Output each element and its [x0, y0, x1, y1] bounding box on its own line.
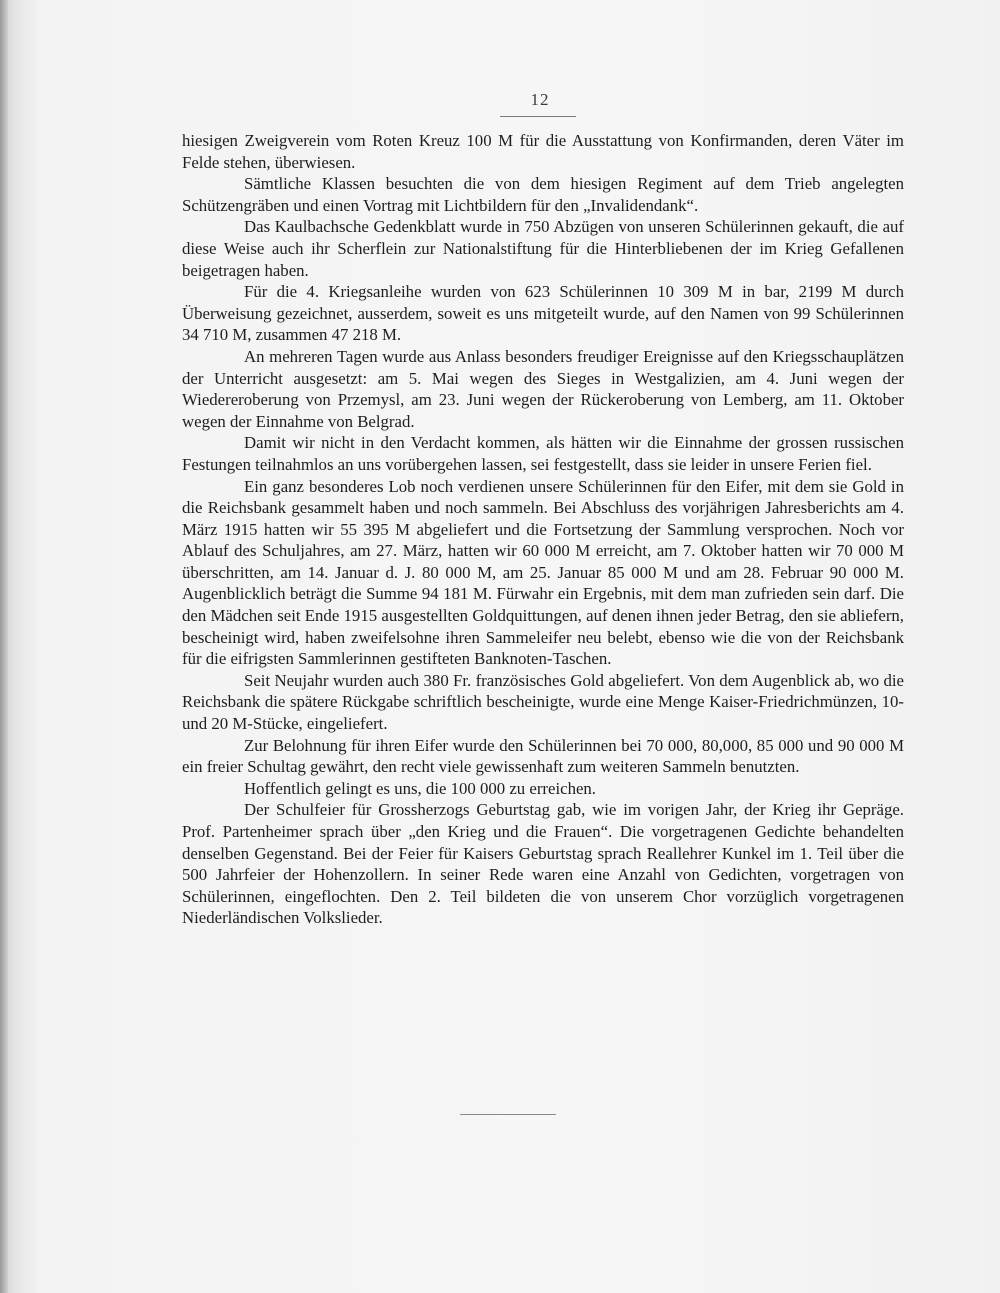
body-text [182, 130, 904, 929]
paragraph-1: hiesigen Zweigverein vom Roten Kreuz 100 M für die Ausstattung von Konfirmanden, deren Väter im Felde stehen, überwiesen. [182, 131, 904, 172]
paragraph-11: Der Schulfeier für Grossherzogs Geburtstag gab, wie im vorigen Jahr, der Krieg ihr Gepräge. Prof. Partenheimer sprach über „den Krieg und die Frauen“. Die vorgetragenen Gedichte behandelten denselben Gegenstand. Bei der Feier für Kaisers Geburtstag sprach Reallehrer Kunkel im 1. Teil über die 500 Jahrfeier der Hohenzollern. In seiner Rede waren eine Anzahl von Gedichten, vorgetragen von Schülerinnen, eingeflochten. Den 2. Teil bildeten die von unserem Chor vorzüglich vorgetragenen Niederländischen Volkslieder. [182, 800, 904, 928]
paragraph-7: Ein ganz besonderes Lob noch verdienen unsere Schülerinnen für den Eifer, mit dem sie Gold in die Reichsbank gesammelt haben und noch sammeln. Bei Abschluss des vorjährigen Jahresberichts am 4. März 1915 hatten wir 55 395 M abgeliefert und die Fortsetzung der Sammlung versprochen. Noch vor Ablauf des Schuljahres, am 27. März, hatten wir 60 000 M erreicht, am 7. Oktober hatten wir 70 000 M überschritten, am 14. Januar d. J. 80 000 M, am 25. Januar 85 000 M und am 28. Februar 90 000 M. Augenblicklich beträgt die Summe 94 181 M. Fürwahr ein Ergebnis, mit dem man zufrieden sein darf. Die den Mädchen seit Ende 1915 ausgestellten Goldquittungen, auf denen ihnen jeder Betrag, den sie abliefern, bescheinigt wird, haben zweifelsohne ihren Sammeleifer neu belebt, ebenso wie die von der Reichsbank für die eifrigsten Sammlerinnen gestifteten Banknoten-Taschen. [182, 476, 904, 669]
paragraph-4: Für die 4. Kriegsanleihe wurden von 623 Schülerinnen 10 309 M in bar, 2199 M durch Überweisung gezeichnet, ausserdem, soweit es uns mitgeteilt wurde, auf den Namen von 99 Schülerinnen 34 710 M, zusammen 47 218 M. [182, 282, 904, 345]
page-binding-edge [0, 0, 8, 1293]
paragraph-8: Seit Neujahr wurden auch 380 Fr. französisches Gold abgeliefert. Von dem Augenblick ab, wo die Reichsbank die spätere Rückgabe schriftlich bescheinigte, wurde eine Menge Kaiser-Friedrichmünzen, 10- und 20 M-Stücke, eingeliefert. [182, 670, 904, 734]
paragraph-9: Zur Belohnung für ihren Eifer wurde den Schülerinnen bei 70 000, 80,000, 85 000 und 90 000 M ein freier Schultag gewährt, den recht viele gewissenhaft zum weiteren Sammeln benutzten. [182, 735, 904, 777]
closing-rule [460, 1114, 556, 1115]
paragraph-5: An mehreren Tagen wurde aus Anlass besonders freudiger Ereignisse auf den Kriegsschauplätzen der Unterricht ausgesetzt: am 5. Mai wegen des Sieges in Westgalizien, am 4. Juni wegen der Wiedereroberung von Przemysl, am 23. Juni wegen der Rückeroberung von Lemberg, am 11. Oktober wegen der Einnahme von Belgrad. [182, 346, 904, 431]
paragraph-2: Sämtliche Klassen besuchten die von dem hiesigen Regiment auf dem Trieb angelegten Schützengräben und einen Vortrag mit Lichtbildern für den „Invalidendank“. [182, 174, 904, 215]
page-number-rule [500, 116, 576, 117]
paragraph-6: Damit wir nicht in den Verdacht kommen, als hätten wir die Einnahme der grossen russischen Festungen teilnahmlos an uns vorübergehen lassen, sei festgestellt, dass sie leider in unsere Ferien fiel. [182, 433, 904, 474]
page-number: 12 [530, 90, 550, 109]
paragraph-10: Hoffentlich gelingt es uns, die 100 000 zu erreichen. [244, 778, 596, 798]
paragraph-3: Das Kaulbachsche Gedenkblatt wurde in 750 Abzügen von unseren Schülerinnen gekauft, die auf diese Weise auch ihr Scherflein zur Nationalstiftung für die Hinterbliebenen der im Krieg Gefallenen beigetragen haben. [182, 217, 904, 280]
